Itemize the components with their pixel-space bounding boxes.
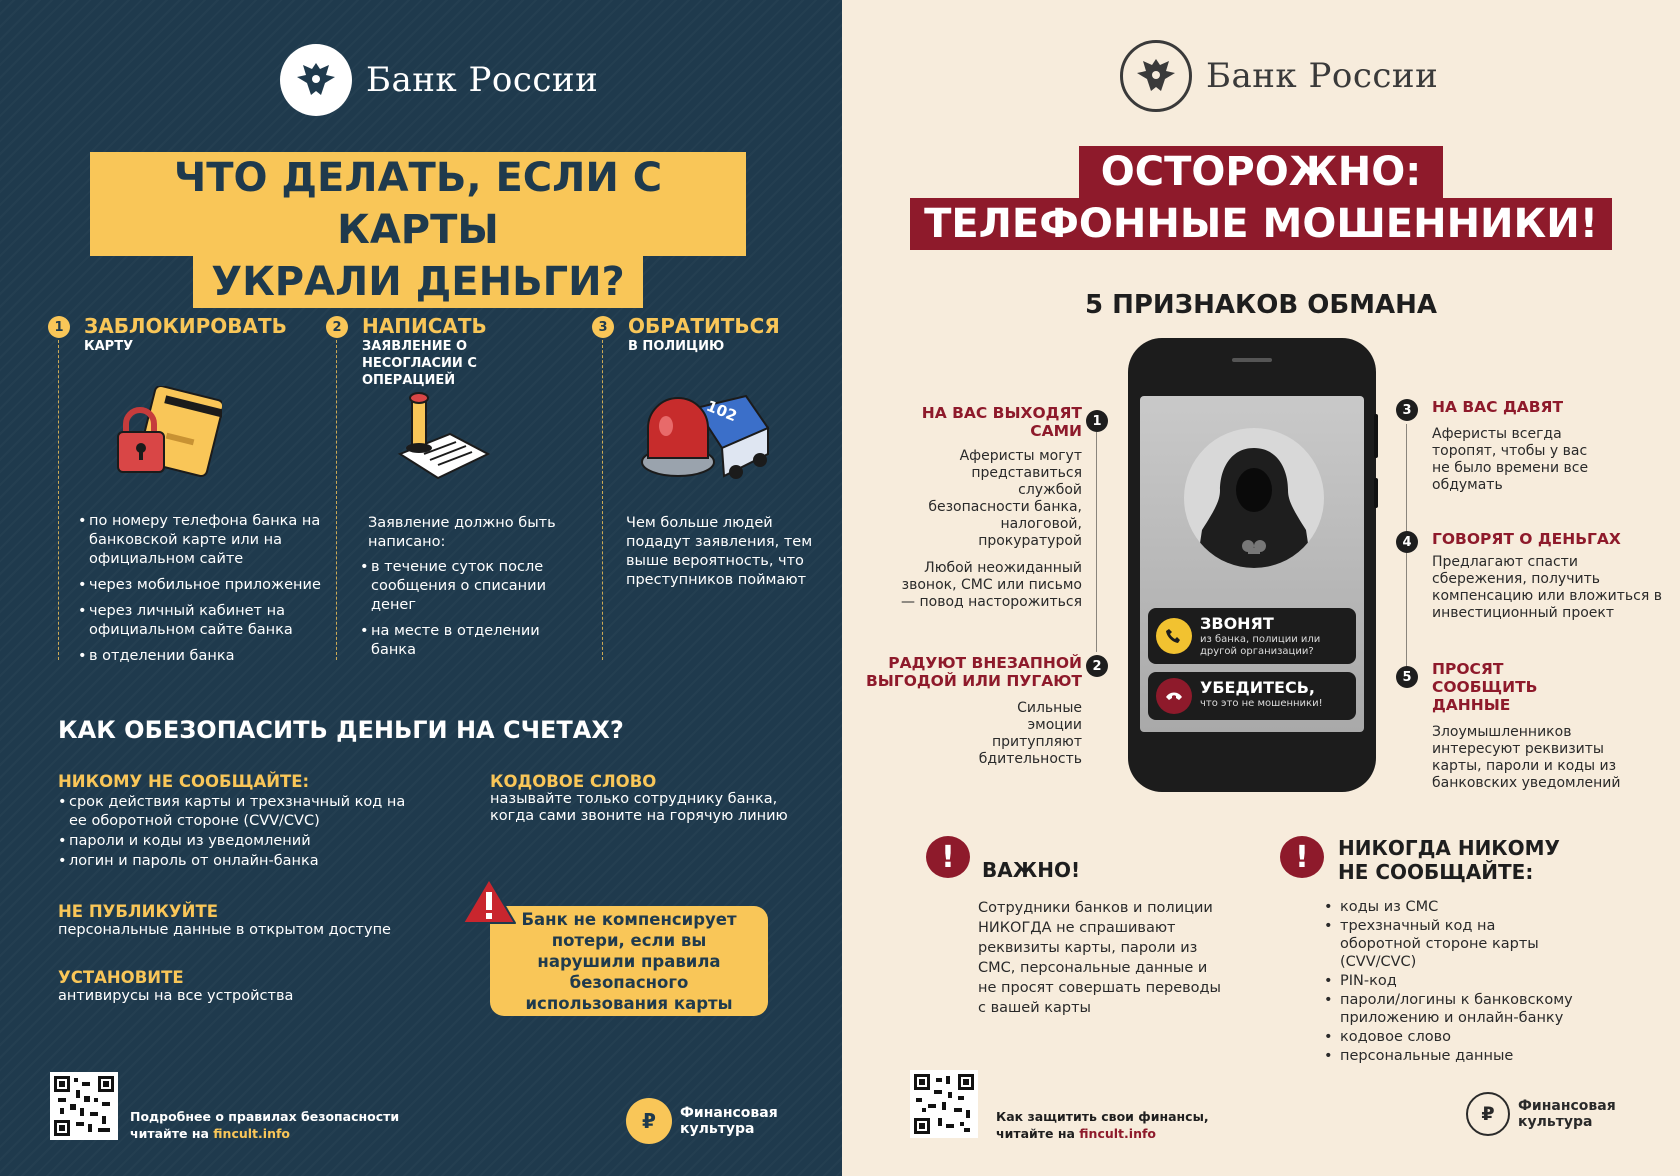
step-text: Чем больше людей подадут заявления, тем выше вероятность, что преступников поймают — [626, 515, 813, 588]
footer-prefix: читайте на — [130, 1126, 209, 1141]
verify-subtitle: что это не мошенники! — [1200, 698, 1323, 709]
fin-culture-brand — [1466, 1092, 1616, 1136]
brand-line-1: Финансовая — [680, 1105, 778, 1121]
sign-title: НА ВАС ДАВЯТ — [1432, 398, 1564, 416]
qr-code[interactable] — [50, 1072, 118, 1140]
headline-line-2: ТЕЛЕФОННЫЕ МОШЕННИКИ! — [910, 198, 1612, 250]
sign-block — [882, 404, 1114, 611]
bank-logo — [280, 44, 598, 116]
call-subtitle: из банка, полиции или другой организации? — [1200, 634, 1321, 657]
footer-line-2 — [996, 1125, 1209, 1142]
sign-number: 5 — [1396, 666, 1418, 688]
warning-text: Банк не компенсирует потери, если вы нарушили правила безопасного использования карты — [521, 909, 737, 1013]
install-section — [58, 968, 418, 1006]
ruble-icon: ₽ — [1466, 1092, 1510, 1136]
safety-title: КАК ОБЕЗОПАСИТЬ ДЕНЬГИ НА СЧЕТАХ? — [58, 716, 624, 744]
list-item: • на месте в отделении банка — [360, 622, 570, 660]
signs-title: 5 ПРИЗНАКОВ ОБМАНА — [1084, 290, 1438, 320]
sign-number: 3 — [1396, 399, 1418, 421]
step-title: ЗАБЛОКИРОВАТЬ — [84, 314, 287, 338]
dont-publish-text: персональные данные в открытом доступе — [58, 922, 391, 938]
phone-side-button — [1374, 414, 1378, 458]
list-item: • пароли/логины к банковскому приложению и онлайн-банку — [1324, 991, 1574, 1027]
phone-side-button — [1374, 478, 1378, 508]
hacker-avatar — [1184, 428, 1324, 568]
step-bullets — [78, 512, 328, 673]
step-divider — [602, 340, 603, 660]
code-word-section — [490, 772, 790, 825]
brand-line-2: культура — [680, 1121, 755, 1137]
sign-title: РАДУЮТ ВНЕЗАПНОЙ ВЫГОДОЙ ИЛИ ПУГАЮТ — [865, 654, 1082, 690]
eagle-emblem-icon — [1120, 40, 1192, 112]
qr-code[interactable] — [910, 1070, 978, 1138]
important-title: ВАЖНО! — [982, 858, 1081, 882]
list-item: • через мобильное приложение — [78, 576, 328, 595]
sign-block — [1432, 398, 1652, 494]
bank-name: Банк России — [1206, 56, 1439, 96]
install-text: антивирусы на все устройства — [58, 988, 294, 1004]
step-subtitle: КАРТУ — [84, 339, 134, 354]
code-word-text: называйте только сотруднику банка, когда сами звоните на горячую линию — [490, 791, 788, 824]
step-block — [326, 314, 586, 389]
police-siren-icon — [640, 388, 770, 492]
step-number: 1 — [48, 316, 70, 338]
bank-name: Банк России — [366, 60, 599, 100]
list-item: • пароли и коды из уведомлений — [58, 832, 418, 851]
list-item: • кодовое слово — [1324, 1028, 1574, 1046]
sign-block — [862, 654, 1114, 768]
list-item: • трехзначный код на оборотной стороне карты (CVV/CVC) — [1324, 917, 1574, 971]
list-item: • логин и пароль от онлайн-банка — [58, 852, 418, 871]
warning-triangle-icon — [460, 876, 518, 930]
headline-line-1: ОСТОРОЖНО: — [1079, 146, 1443, 198]
dont-publish-title: НЕ ПУБЛИКУЙТЕ — [58, 902, 218, 921]
headline — [90, 152, 746, 308]
headline — [842, 146, 1680, 250]
brand-line-2: культура — [1518, 1114, 1593, 1130]
never-tell-title-line-2: НЕ СООБЩАЙТЕ: — [1338, 860, 1534, 884]
code-word-title: КОДОВОЕ СЛОВО — [490, 772, 657, 791]
list-item: • PIN-код — [1324, 972, 1574, 990]
list-item: • в течение суток после сообщения о списании денег — [360, 558, 570, 615]
list-item: • по номеру телефона банка на банковской карте или на официальном сайте — [78, 512, 328, 569]
headline-line-2: УКРАЛИ ДЕНЬГИ? — [193, 256, 643, 308]
footer-line-1: Как защитить свои финансы, — [996, 1109, 1209, 1124]
step-subtitle: ЗАЯВЛЕНИЕ О НЕСОГЛАСИИ С ОПЕРАЦИЕЙ — [362, 339, 477, 388]
important-text: Сотрудники банков и полиции НИКОГДА не спрашивают реквизиты карты, пароли из СМС, персональные данные и не просят совершать переводы с вашей карты — [978, 900, 1222, 1016]
footer-text — [130, 1108, 399, 1142]
list-item: • коды из СМС — [1324, 898, 1574, 916]
headline-line-1: ЧТО ДЕЛАТЬ, ЕСЛИ С КАРТЫ — [90, 152, 746, 256]
install-title: УСТАНОВИТЕ — [58, 968, 184, 987]
phone-illustration — [1128, 338, 1376, 792]
bank-logo — [1120, 40, 1438, 112]
never-tell-title — [1338, 836, 1560, 884]
eagle-emblem-icon — [280, 44, 352, 116]
dont-publish-section — [58, 902, 418, 940]
never-tell-list — [1324, 898, 1574, 1066]
sign-block — [1432, 530, 1662, 622]
list-item: • в отделении банка — [78, 647, 328, 666]
sign-text: Сильные эмоции притупляют бдительность — [978, 700, 1082, 767]
footer-text — [996, 1108, 1209, 1142]
sign-number: 2 — [1086, 655, 1108, 677]
step-title: НАПИСАТЬ — [362, 314, 487, 338]
sign-text: Предлагают спасти сбережения, получить компенсацию или вложиться в инвестиционный проект — [1432, 554, 1662, 621]
phone-decline-icon — [1156, 678, 1192, 714]
list-item: • через личный кабинет на официальном сайте банка — [78, 602, 328, 640]
step-block — [48, 314, 318, 355]
step-bullets — [360, 558, 570, 667]
ruble-icon: ₽ — [626, 1098, 672, 1144]
stamp-document-icon — [394, 388, 494, 492]
step-block — [592, 314, 822, 355]
never-tell-list — [58, 793, 418, 871]
never-tell-section — [58, 772, 418, 872]
right-poster — [842, 0, 1680, 1176]
list-item: • срок действия карты и трехзначный код на ее оборотной стороне (CVV/CVC) — [58, 793, 418, 831]
step-divider — [58, 340, 59, 660]
sign-title: ПРОСЯТ СООБЩИТЬ ДАННЫЕ — [1432, 660, 1538, 714]
police-number-badge: 102 — [703, 396, 740, 426]
sign-number: 4 — [1396, 531, 1418, 553]
list-item: • персональные данные — [1324, 1047, 1574, 1065]
footer-line-1: Подробнее о правилах безопасности — [130, 1109, 400, 1124]
step-intro: Заявление должно быть написано: — [368, 515, 556, 550]
sign-title: ГОВОРЯТ О ДЕНЬГАХ — [1432, 530, 1621, 548]
step-number: 3 — [592, 316, 614, 338]
fincult-link[interactable]: fincult.info — [213, 1126, 290, 1141]
never-tell-title-line-1: НИКОГДА НИКОМУ — [1338, 836, 1560, 860]
step-number: 2 — [326, 316, 348, 338]
warning-box — [490, 906, 768, 1016]
card-lock-icon — [112, 386, 222, 490]
sign-text: Любой неожиданный звонок, СМС или письмо — повод насторожиться — [901, 560, 1082, 610]
call-title: ЗВОНЯТ — [1200, 614, 1274, 633]
step-divider — [336, 340, 337, 660]
phone-speaker — [1232, 358, 1272, 362]
phone-screen — [1140, 396, 1364, 732]
verify-title: УБЕДИТЕСЬ, — [1200, 678, 1315, 697]
sign-text: Аферисты могут представиться службой безопасности банка, налоговой, прокуратурой — [928, 448, 1082, 549]
footer-line-2 — [130, 1125, 399, 1142]
step-subtitle: В ПОЛИЦИЮ — [628, 339, 725, 354]
fincult-link[interactable]: fincult.info — [1079, 1126, 1156, 1141]
incoming-call-banner — [1148, 608, 1356, 664]
sign-block — [1432, 660, 1652, 792]
sign-title: НА ВАС ВЫХОДЯТ САМИ — [921, 404, 1082, 440]
verify-banner — [1148, 672, 1356, 720]
never-tell-title: НИКОМУ НЕ СООБЩАЙТЕ: — [58, 772, 310, 791]
footer-prefix: читайте на — [996, 1126, 1075, 1141]
sign-text: Аферисты всегда торопят, чтобы у вас не было времени все обдумать — [1432, 426, 1589, 493]
exclamation-icon: ! — [926, 836, 970, 878]
phone-accept-icon — [1156, 618, 1192, 654]
fin-culture-brand — [626, 1098, 778, 1144]
step-title: ОБРАТИТЬСЯ — [628, 314, 780, 338]
sign-number: 1 — [1086, 410, 1108, 432]
sign-text: Злоумышленников интересуют реквизиты карты, пароли и коды из банковских уведомлений — [1432, 724, 1621, 791]
exclamation-icon: ! — [1280, 836, 1324, 878]
brand-line-1: Финансовая — [1518, 1098, 1616, 1114]
